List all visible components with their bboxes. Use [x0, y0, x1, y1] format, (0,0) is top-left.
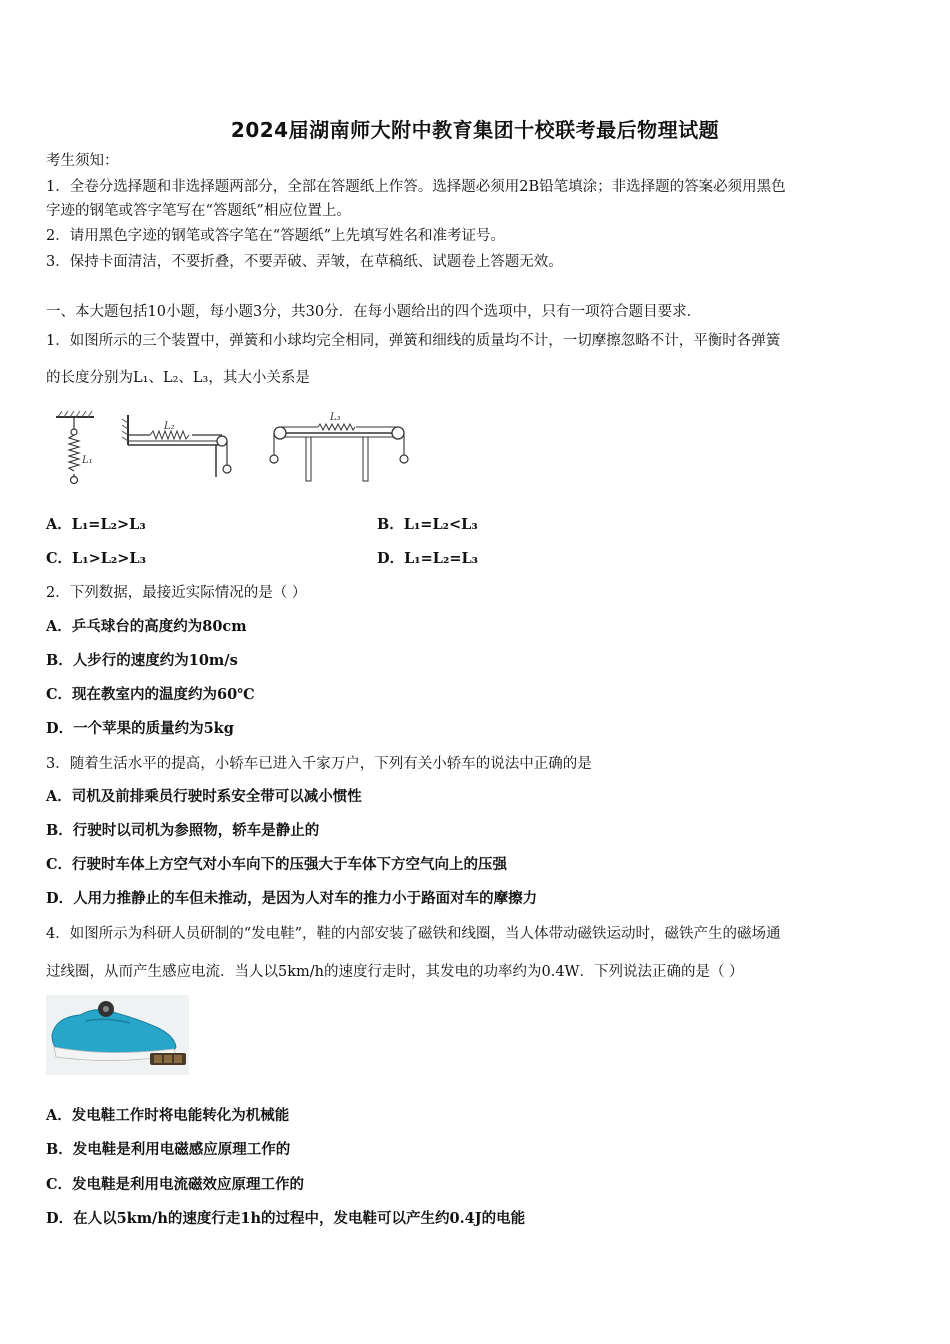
q3-option-d[interactable]: D．人用力推静止的车但未推动，是因为人对车的推力小于路面对车的摩擦力: [46, 890, 538, 907]
spring-setups-figure: [50, 405, 410, 487]
q3-option-b[interactable]: B．行驶时以司机为参照物，轿车是静止的: [46, 822, 320, 839]
q1-option-b[interactable]: B．L₁=L₂<L₃: [377, 516, 478, 533]
question-4-stem-cont: 过线圈，从而产生感应电流．当人以5km/h的速度行走时，其发电的功率约为0.4W．下列说法正确的是（ ）: [46, 964, 744, 980]
two-pulley-spring-setup: [270, 412, 408, 481]
q4-option-c[interactable]: C．发电鞋是利用电流磁效应原理工作的: [46, 1176, 305, 1193]
q2-option-d[interactable]: D．一个苹果的质量约为5kg: [46, 720, 234, 737]
q4-option-a[interactable]: A．发电鞋工作时将电能转化为机械能: [46, 1107, 290, 1124]
q2-option-c[interactable]: C．现在教室内的温度约为60℃: [46, 686, 255, 703]
page-title: 2024届湖南师大附中教育集团十校联考最后物理试题: [230, 118, 720, 142]
horizontal-spring-setup: [122, 415, 231, 477]
notice-item: 3．保持卡面清洁，不要折叠，不要弄破、弄皱，在草稿纸、试题卷上答题无效。: [46, 254, 563, 270]
vertical-spring-setup: [56, 411, 94, 484]
question-4-stem: 4．如图所示为科研人员研制的“发电鞋”，鞋的内部安装了磁铁和线圈，当人体带动磁铁运动时，磁铁产生的磁场通: [46, 926, 781, 942]
shoe-icon: [46, 995, 189, 1075]
q1-option-c[interactable]: C．L₁>L₂>L₃: [46, 550, 146, 567]
power-generating-shoe-image: [46, 995, 189, 1075]
notice-item: 1．全卷分选择题和非选择题两部分，全部在答题纸上作答。选择题必须用2B铅笔填涂；非选择题的答案必须用黑色: [46, 179, 786, 195]
notice-item: 2．请用黑色字迹的钢笔或答字笔在“答题纸”上先填写姓名和准考证号。: [46, 228, 506, 244]
q3-option-a[interactable]: A．司机及前排乘员行驶时系安全带可以减小惯性: [46, 788, 362, 805]
q3-option-c[interactable]: C．行驶时车体上方空气对小车向下的压强大于车体下方空气向上的压强: [46, 856, 508, 873]
question-1-stem-cont: 的长度分别为L₁、L₂、L₃，其大小关系是: [46, 370, 310, 386]
notice-heading: 考生须知：: [46, 153, 119, 169]
q1-option-a[interactable]: A．L₁=L₂>L₃: [46, 516, 146, 533]
question-3-stem: 3．随着生活水平的提高，小轿车已进入千家万户，下列有关小轿车的说法中正确的是: [46, 756, 592, 772]
q2-option-b[interactable]: B．人步行的速度约为10m/s: [46, 652, 238, 669]
notice-item: 字迹的钢笔或答字笔写在“答题纸”相应位置上。: [46, 203, 351, 219]
label-L1: L₁: [82, 455, 93, 466]
label-L3: L₃: [330, 412, 341, 423]
question-2-stem: 2．下列数据，最接近实际情况的是（ ）: [46, 585, 307, 601]
label-L2: L₂: [164, 421, 175, 432]
q1-option-d[interactable]: D．L₁=L₂=L₃: [377, 550, 479, 567]
q4-option-b[interactable]: B．发电鞋是利用电磁感应原理工作的: [46, 1141, 291, 1158]
q4-option-d[interactable]: D．在人以5km/h的速度行走1h的过程中，发电鞋可以产生约0.4J的电能: [46, 1210, 526, 1227]
question-1-stem: 1．如图所示的三个装置中，弹簧和小球均完全相同，弹簧和细线的质量均不计，一切摩擦忽略不计，平衡时各弹簧: [46, 333, 781, 349]
q2-option-a[interactable]: A．乒乓球台的高度约为80cm: [46, 618, 247, 635]
section-heading: 一、本大题包括10小题，每小题3分，共30分．在每小题给出的四个选项中，只有一项符合题目要求．: [46, 304, 702, 320]
